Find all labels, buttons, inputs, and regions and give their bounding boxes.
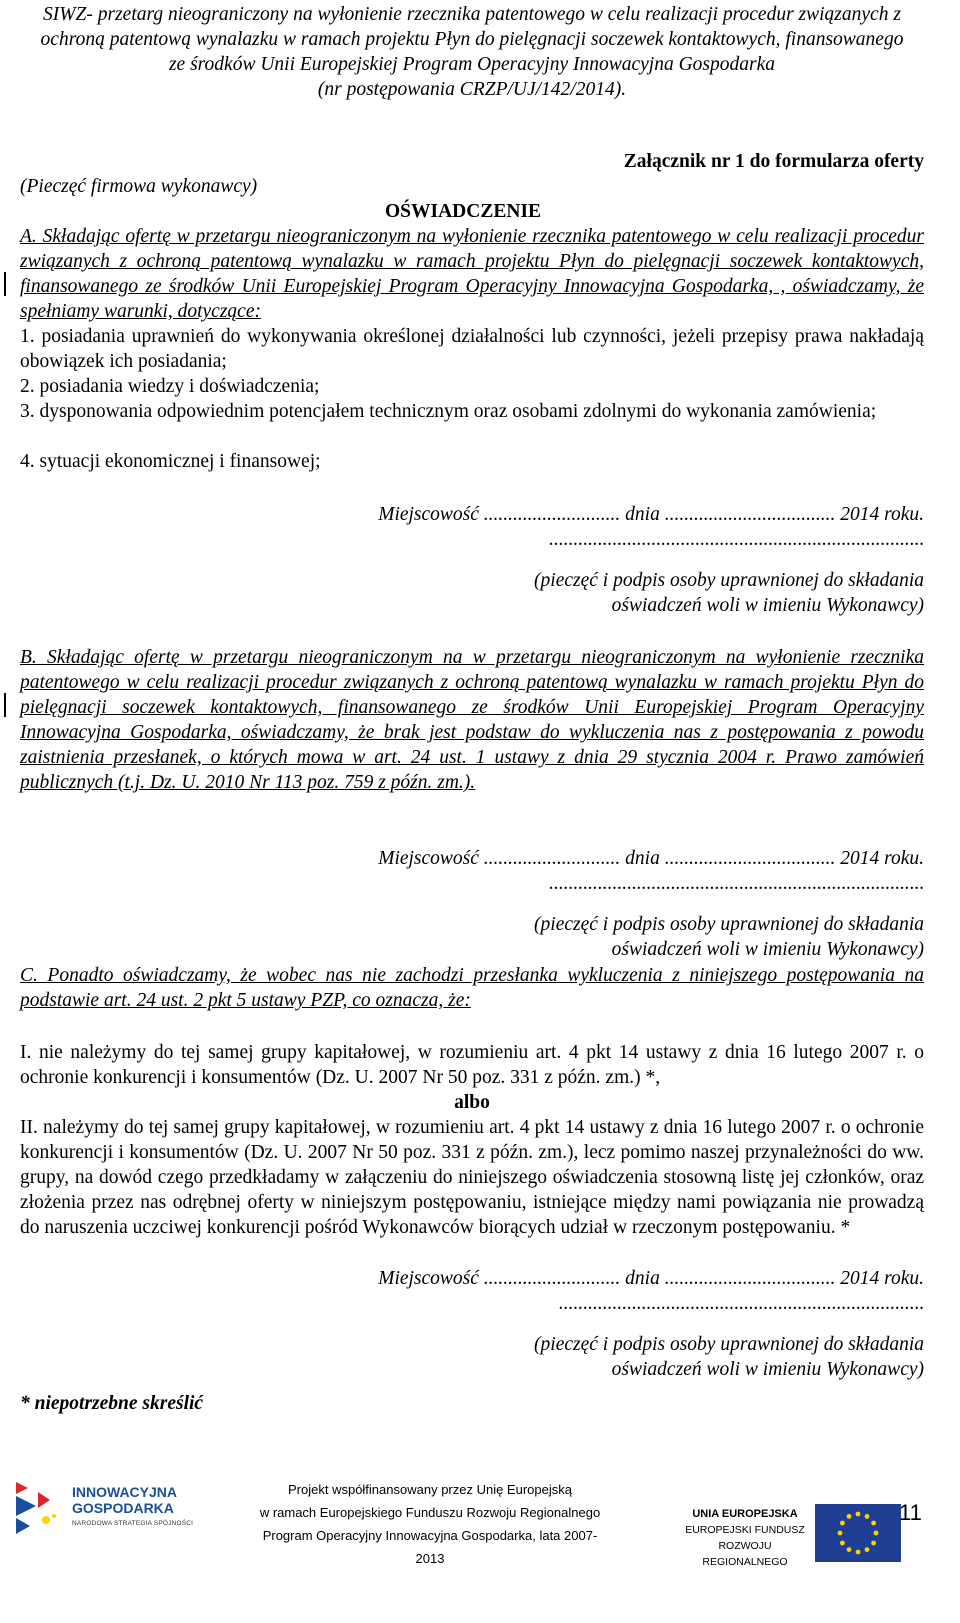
change-bar (4, 693, 6, 717)
header-line: SIWZ- przetarg nieograniczony na wyłonienie rzecznika patentowego w celu realizacji procedur związanych z (43, 4, 901, 25)
signature-caption: (pieczęć i podpis osoby uprawnionej do składania (534, 570, 924, 591)
section-c-or: albo (454, 1092, 490, 1113)
place-date-line: Miejscowość ............................ dnia ................................... 2014 roku. (378, 848, 924, 869)
place-date-line: Miejscowość ............................ dnia ................................... 2014 roku. (378, 1268, 924, 1289)
document-header (20, 2, 924, 102)
signature-caption: (pieczęć i podpis osoby uprawnionej do składania (534, 914, 924, 935)
document-title: OŚWIADCZENIE (385, 201, 542, 222)
header-line: (nr postępowania CRZP/UJ/142/2014). (317, 79, 627, 100)
document-page (20, 0, 924, 102)
logo-text: NARODOWA STRATEGIA SPÓJNOŚCI (72, 1520, 194, 1527)
innowacyjna-gospodarka-logo (14, 1478, 194, 1540)
signature-caption: oświadczeń woli w imieniu Wykonawcy) (611, 595, 924, 616)
header-line: ochroną patentową wynalazku w ramach projektu Płyn do pielęgnacji soczewek kontaktowych, finansowanego (40, 29, 904, 50)
signature-dots: ........................................................................... (558, 1293, 924, 1314)
section-a-item: 4. sytuacji ekonomicznej i finansowej; (20, 451, 321, 472)
header-line: ze środków Unii Europejskiej Program Operacyjny Innowacyjna Gospodarka (168, 54, 776, 75)
logo-text: UNIA EUROPEJSKA (692, 1508, 798, 1520)
attachment-title: Załącznik nr 1 do formularza oferty (623, 151, 924, 172)
footer-line: w ramach Europejskiego Funduszu Rozwoju Regionalnego (259, 1505, 601, 1520)
company-stamp-label: (Pieczęć firmowa wykonawcy) (20, 176, 258, 197)
eu-flag-icon (815, 1504, 901, 1562)
section-c-option-2: II. należymy do tej samej grupy kapitałowej, w rozumieniu art. 4 pkt 14 ustawy z dnia 16 lutego 2007 r. o ochronie konkurencji i konsumentów (Dz. U. 2007 Nr 50 poz. 331 z późn. zm.), lecz pomimo naszej przynależności do ww. grupy, na dowód czego przedkładamy w załączeniu do niniejszego oświadczenia stosowną listę jej członków, oraz złożenia przez nas odrębnej oferty w niniejszym postępowaniu, istniejące między nami powiązania nie prowadzą do naruszenia uczciwej konkurencji pośród Wykonawców biorących udział w rzeczonym postępowaniu. * (20, 1117, 924, 1238)
section-a-item: 2. posiadania wiedzy i doświadczenia; (20, 376, 320, 397)
signature-caption: oświadczeń woli w imieniu Wykonawcy) (611, 1359, 924, 1380)
signature-caption: oświadczeń woli w imieniu Wykonawcy) (611, 939, 924, 960)
logo-text: GOSPODARKA (72, 1500, 174, 1516)
section-a-item: 3. dysponowania odpowiednim potencjałem technicznym oraz osobami zdolnymi do wykonania zamówienia; (20, 401, 877, 422)
eu-logo (680, 1500, 930, 1568)
footer-line: Program Operacyjny Innowacyjna Gospodarka, lata 2007-2013 (262, 1528, 598, 1566)
logo-text: INNOWACYJNA (72, 1484, 178, 1500)
section-a-intro: A. Składając ofertę w przetargu nieograniczonym na wyłonienie rzecznika patentowego w celu realizacji procedur związanych z ochroną patentową wynalazku w ramach projektu Płyn do pielęgnacji soczewek kontaktowych, finansowanego ze środków Unii Europejskiej Program Operacyjny Innowacyjna Gospodarka, , oświadczamy, że spełniamy warunki, dotyczące: (20, 226, 924, 322)
section-c-option-1: I. nie należymy do tej samej grupy kapitałowej, w rozumieniu art. 4 pkt 14 ustawy z dnia 16 lutego 2007 r. o ochronie konkurencji i konsumentów (Dz. U. 2007 Nr 50 poz. 331 z późn. zm.) *, (20, 1042, 924, 1088)
section-b-text: B. Składając ofertę w przetargu nieograniczonym na w przetargu nieograniczonym na wyłonienie rzecznika patentowego w celu realizacji procedur związanych z ochroną patentową wynalazku w ramach projektu Płyn do pielęgnacji soczewek kontaktowych, finansowanego ze środków Unii Europejskiej Program Operacyjny Innowacyjna Gospodarka, oświadczamy, że brak jest podstaw do wykluczenia nas z postępowania z powodu zaistnienia przesłanek, o których mowa w art. 24 ust. 1 ustawy z dnia 29 stycznia 2004 r. Prawo zamówień publicznych (t.j. Dz. U. 2010 Nr 113 poz. 759 z późn. zm.). (20, 647, 924, 793)
logo-text: EUROPEJSKI FUNDUSZ (685, 1524, 805, 1536)
place-date-line: Miejscowość ............................ dnia ................................... 2014 roku. (378, 504, 924, 525)
footnote: * niepotrzebne skreślić (20, 1393, 204, 1414)
signature-caption: (pieczęć i podpis osoby uprawnionej do składania (534, 1334, 924, 1355)
logo-text: ROZWOJU REGIONALNEGO (702, 1540, 788, 1568)
change-bar (4, 272, 6, 296)
footer-line: Projekt współfinansowany przez Unię Europejską (288, 1482, 572, 1497)
section-c-text: C. Ponadto oświadczamy, że wobec nas nie zachodzi przesłanka wykluczenia z niniejszego postępowania na podstawie art. 24 ust. 2 pkt 5 ustawy PZP, co oznacza, że: (20, 965, 924, 1011)
signature-dots: ............................................................................. (548, 873, 924, 894)
signature-dots: ............................................................................. (548, 529, 924, 550)
section-a-item: 1. posiadania uprawnień do wykonywania określonej działalności lub czynności, jeżeli przepisy prawa nakładają obowiązek ich posiadania; (20, 326, 924, 372)
page-number: 11 (899, 1500, 922, 1525)
